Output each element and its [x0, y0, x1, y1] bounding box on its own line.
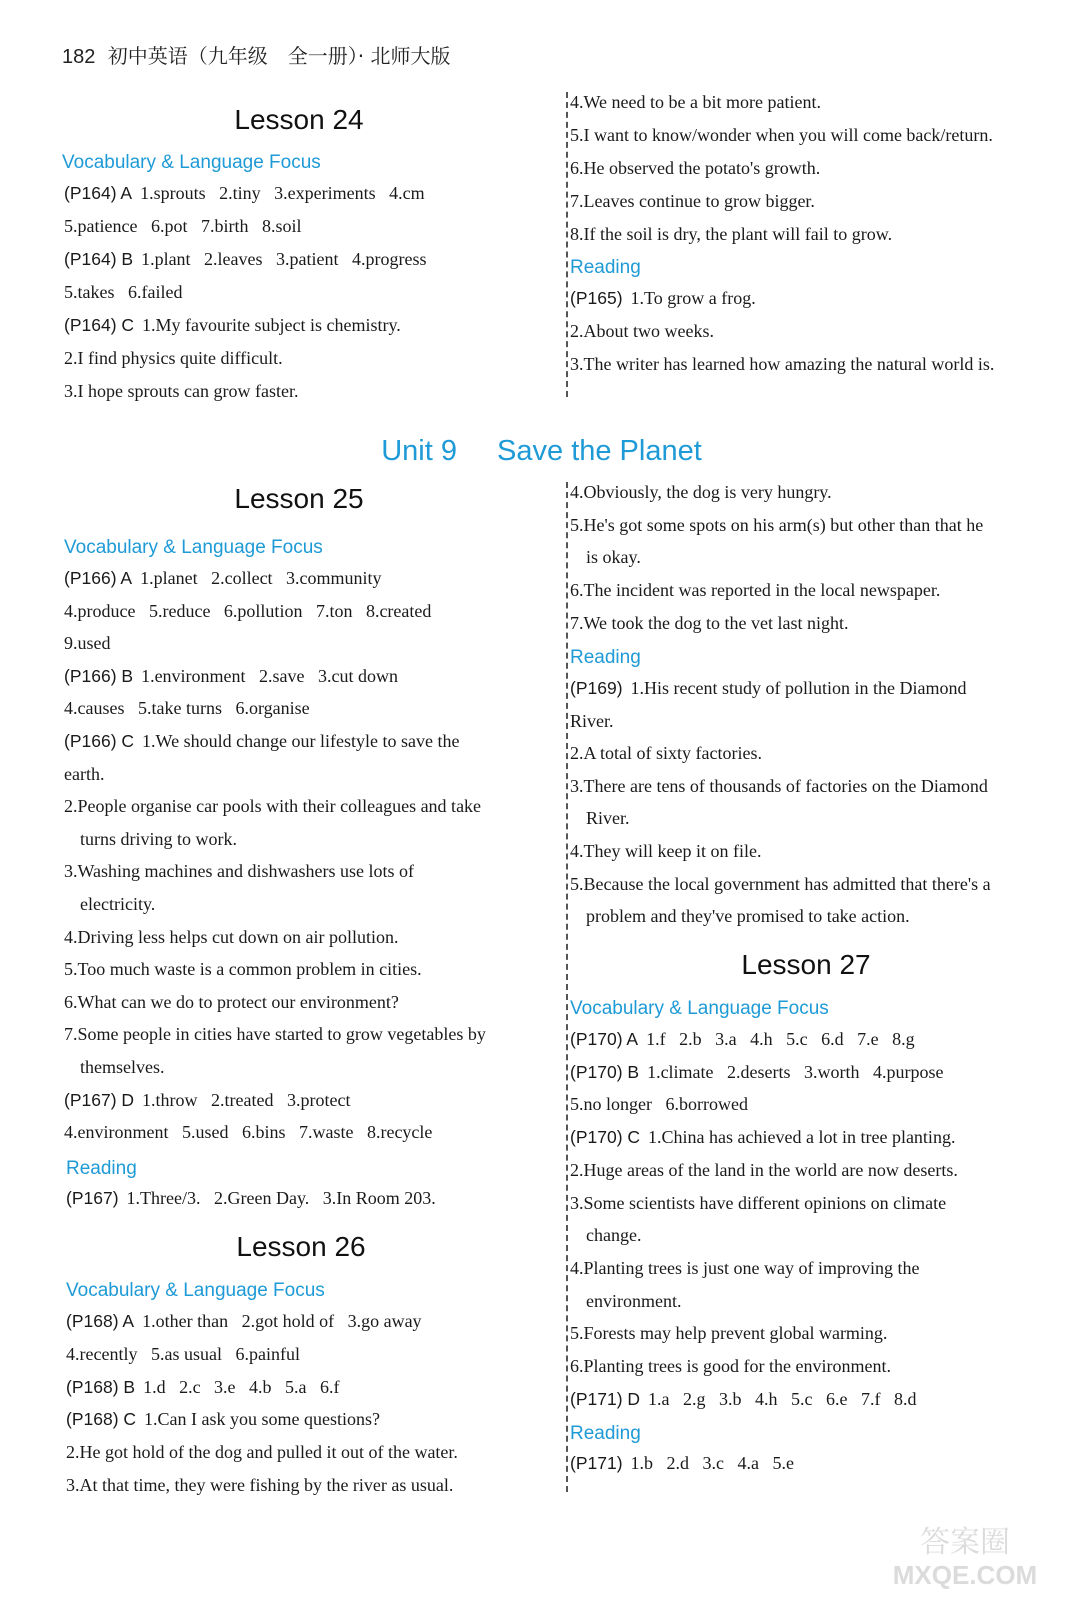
answer-line [64, 666, 398, 687]
answer-line [64, 183, 425, 204]
question-tag: (P169) [570, 678, 623, 698]
answer-text: 7.Some people in cities have started to grow vegetables by [64, 1024, 486, 1045]
unit-title [0, 435, 1083, 468]
answer-text: is okay. [586, 547, 641, 568]
answer-text: 5.patience 6.pot 7.birth 8.soil [64, 216, 302, 236]
answer-text: 3.Some scientists have different opinions on climate [570, 1192, 947, 1213]
answer-text: 1.To grow a frog. [630, 288, 756, 308]
answer-line [64, 633, 111, 654]
answer-line [570, 776, 988, 797]
lesson-27-reading-heading: Reading [570, 1423, 641, 1444]
answer-line [570, 288, 756, 309]
answer-line [570, 1160, 958, 1181]
answer-line [570, 711, 614, 732]
answer-text: 5.He's got some spots on his arm(s) but other than that he [570, 514, 984, 535]
answer-line [586, 1225, 641, 1246]
answer-line [64, 764, 104, 785]
answer-line [570, 1258, 919, 1279]
answer-text: River. [570, 710, 614, 731]
answer-line [570, 1127, 955, 1148]
question-tag: (P164) A [64, 183, 133, 203]
answer-line [64, 216, 301, 237]
answer-line [64, 315, 401, 336]
page-number: 182 [62, 46, 96, 68]
answer-text: 1.China has achieved a lot in tree planting. [648, 1127, 956, 1148]
answer-line [570, 1193, 946, 1214]
lesson-26-title: Lesson 26 [236, 1231, 366, 1262]
watermark-logo [865, 1520, 1065, 1590]
answer-text: 1.We should change our lifestyle to save the [142, 731, 460, 751]
question-tag: (P165) [570, 288, 623, 308]
answer-text: 4.Planting trees is just one way of improving the [570, 1257, 920, 1278]
answer-text: River. [586, 808, 630, 829]
book-title: 初中英语（九年级 全一册）· 北师大版 [107, 44, 451, 68]
question-tag: (P166) C [64, 731, 135, 751]
answer-text: 4.We need to be a bit more patient. [570, 92, 821, 112]
answer-line [64, 1024, 486, 1045]
answer-line [570, 1062, 944, 1083]
answer-line [64, 992, 399, 1013]
answer-text: 4.Obviously, the dog is very hungry. [570, 482, 832, 502]
question-tag: (P164) B [64, 249, 134, 269]
answer-text: themselves. [80, 1057, 165, 1077]
lesson-26-vocab-heading: Vocabulary & Language Focus [66, 1280, 325, 1301]
answer-text: 4.environment 5.used 6.bins 7.waste 8.recycle [64, 1122, 433, 1143]
answer-text: 1.other than 2.got hold of 3.go away [142, 1311, 422, 1331]
answer-line [80, 829, 237, 850]
answer-text: 7.We took the dog to the vet last night. [570, 612, 849, 633]
answer-line [570, 515, 983, 536]
answer-line [570, 580, 940, 601]
answer-text: 4.causes 5.take turns 6.organise [64, 698, 310, 719]
answer-text: 1.planet 2.collect 3.community [140, 568, 382, 588]
answer-text: 3.At that time, they were fishing by the river as usual. [66, 1475, 454, 1495]
answer-text: 4.Driving less helps cut down on air pollution. [64, 926, 399, 947]
answer-line [570, 1323, 887, 1344]
answer-text: 1.b 2.d 3.c 4.a 5.e [630, 1453, 794, 1473]
lesson-24-reading-heading: Reading [570, 257, 641, 278]
answer-text: 1.climate 2.deserts 3.worth 4.purpose [647, 1061, 944, 1082]
answer-line [66, 1311, 422, 1332]
answer-line [64, 731, 460, 752]
answer-line [64, 1122, 432, 1143]
answer-line [570, 678, 966, 699]
answer-text: 3.There are tens of thousands of factories on the Diamond [570, 775, 988, 796]
answer-line [570, 1356, 891, 1377]
lesson-24-title: Lesson 24 [234, 104, 364, 135]
question-tag: (P166) A [64, 568, 133, 588]
answer-line [570, 841, 761, 862]
answer-text: 1.My favourite subject is chemistry. [142, 315, 401, 335]
answer-line [586, 547, 641, 568]
answer-text: 4.recently 5.as usual 6.painful [66, 1343, 300, 1364]
watermark-line1: 答案圈 [920, 1525, 1010, 1560]
answer-line [66, 1475, 453, 1496]
answer-line [570, 354, 994, 375]
answer-line [570, 874, 991, 895]
answer-text: environment. [586, 1290, 682, 1311]
answer-text: 1.d 2.c 3.e 4.b 5.a 6.f [143, 1376, 340, 1397]
question-tag: (P168) C [66, 1409, 137, 1430]
answer-line [80, 1057, 164, 1078]
question-tag: (P170) B [570, 1061, 640, 1082]
lesson-25-reading-heading: Reading [66, 1158, 137, 1179]
question-tag: (P170) C [570, 1127, 641, 1148]
answer-text: problem and they've promised to take action. [586, 906, 910, 927]
answer-line [66, 1409, 380, 1430]
answer-line [570, 743, 762, 764]
answer-text: 6.What can we do to protect our environment? [64, 991, 399, 1012]
answer-text: 5.no longer 6.borrowed [570, 1094, 748, 1115]
answer-line [570, 1453, 794, 1474]
lesson-27-title: Lesson 27 [741, 949, 871, 980]
answer-text: 1.environment 2.save 3.cut down [141, 665, 399, 686]
lesson-25-vocab-heading: Vocabulary & Language Focus [64, 537, 323, 558]
answer-text: 4.produce 5.reduce 6.pollution 7.ton 8.created [64, 600, 432, 621]
question-tag: (P168) A [66, 1311, 135, 1331]
lesson-27-vocab-heading: Vocabulary & Language Focus [570, 998, 829, 1019]
lesson-26-reading-heading: Reading [570, 647, 641, 668]
answer-line [570, 191, 815, 212]
answer-text: 2.Huge areas of the land in the world are now deserts. [570, 1159, 958, 1180]
answer-text: 1.throw 2.treated 3.protect [142, 1089, 351, 1110]
answer-text: 3.The writer has learned how amazing the natural world is. [570, 354, 995, 374]
answer-line [570, 125, 993, 146]
answer-text: 5.I want to know/wonder when you will come back/return. [570, 125, 993, 145]
answer-text: 1.sprouts 2.tiny 3.experiments 4.cm [140, 183, 425, 203]
question-tag: (P166) B [64, 665, 134, 686]
question-tag: (P167) [66, 1188, 119, 1208]
answer-line [570, 224, 892, 245]
lesson-24-vocab-heading: Vocabulary & Language Focus [62, 152, 321, 173]
question-tag: (P168) B [66, 1376, 136, 1397]
answer-line [570, 613, 849, 634]
answer-text: 6.Planting trees is good for the environment. [570, 1356, 891, 1376]
answer-text: 5.Forests may help prevent global warming. [570, 1323, 888, 1344]
answer-text: 8.If the soil is dry, the plant will fail to grow. [570, 224, 893, 244]
answer-line [64, 861, 414, 882]
answer-line [570, 482, 832, 503]
answer-text: earth. [64, 763, 105, 784]
answer-line [66, 1377, 340, 1398]
question-tag: (P171) D [570, 1388, 641, 1409]
column-divider-top [566, 92, 568, 397]
question-tag: (P171) [570, 1453, 623, 1473]
answer-text: 1.f 2.b 3.a 4.h 5.c 6.d 7.e 8.g [646, 1029, 915, 1049]
answer-line [64, 348, 283, 369]
question-tag: (P170) A [570, 1029, 639, 1049]
answer-line [64, 568, 382, 589]
answer-line [570, 321, 714, 342]
unit-name: Save the Planet [497, 435, 702, 467]
answer-line [64, 698, 310, 719]
answer-text: 5.Because the local government has admitted that there's a [570, 873, 991, 894]
answer-line [66, 1442, 458, 1463]
answer-text: 1.Can I ask you some questions? [144, 1409, 380, 1430]
answer-text: electricity. [80, 894, 156, 914]
answer-text: 1.His recent study of pollution in the Diamond [630, 678, 967, 698]
answer-text: 4.They will keep it on file. [570, 841, 762, 861]
answer-text: 5.Too much waste is a common problem in cities. [64, 959, 422, 980]
page-header [62, 40, 450, 69]
answer-text: 2.A total of sixty factories. [570, 743, 762, 764]
answer-line [586, 1291, 681, 1312]
answer-line [66, 1188, 436, 1209]
answer-line [570, 1029, 915, 1050]
question-tag: (P167) D [64, 1089, 135, 1110]
unit-number: Unit 9 [381, 435, 457, 467]
answer-line [64, 1090, 350, 1111]
answer-text: 9.used [64, 633, 111, 654]
answer-line [64, 959, 422, 980]
answer-line [66, 1344, 300, 1365]
answer-text: 1.plant 2.leaves 3.patient 4.progress [141, 249, 427, 269]
answer-text: 3.I hope sprouts can grow faster. [64, 381, 299, 401]
answer-text: 2.About two weeks. [570, 321, 714, 341]
lesson-25-title: Lesson 25 [234, 483, 364, 514]
answer-text: 6.The incident was reported in the local newspaper. [570, 580, 941, 601]
answer-line [64, 381, 298, 402]
answer-text: 5.takes 6.failed [64, 282, 183, 302]
answer-text: 2.He got hold of the dog and pulled it out of the water. [66, 1442, 458, 1463]
answer-line [64, 249, 427, 270]
answer-text: 6.He observed the potato's growth. [570, 158, 821, 178]
answer-line [64, 796, 481, 817]
answer-text: change. [586, 1225, 642, 1246]
question-tag: (P164) C [64, 315, 135, 335]
answer-text: 1.Three/3. 2.Green Day. 3.In Room 203. [126, 1188, 436, 1208]
answer-line [64, 282, 182, 303]
answer-line [570, 1094, 748, 1115]
answer-line [586, 808, 630, 829]
answer-line [586, 906, 910, 927]
watermark-line2: MXQE.COM [892, 1560, 1038, 1590]
answer-line [570, 158, 820, 179]
answer-text: turns driving to work. [80, 828, 237, 849]
answer-text: 2.People organise car pools with their colleagues and take [64, 796, 482, 817]
answer-text: 2.I find physics quite difficult. [64, 348, 283, 368]
answer-text: 3.Washing machines and dishwashers use lots of [64, 861, 414, 882]
answer-text: 7.Leaves continue to grow bigger. [570, 191, 815, 211]
answer-line [64, 601, 431, 622]
answer-line [64, 927, 398, 948]
column-divider-bottom [566, 482, 568, 1492]
answer-line [570, 92, 821, 113]
answer-text: 1.a 2.g 3.b 4.h 5.c 6.e 7.f 8.d [648, 1388, 917, 1409]
answer-line [570, 1389, 917, 1410]
answer-line [80, 894, 155, 915]
